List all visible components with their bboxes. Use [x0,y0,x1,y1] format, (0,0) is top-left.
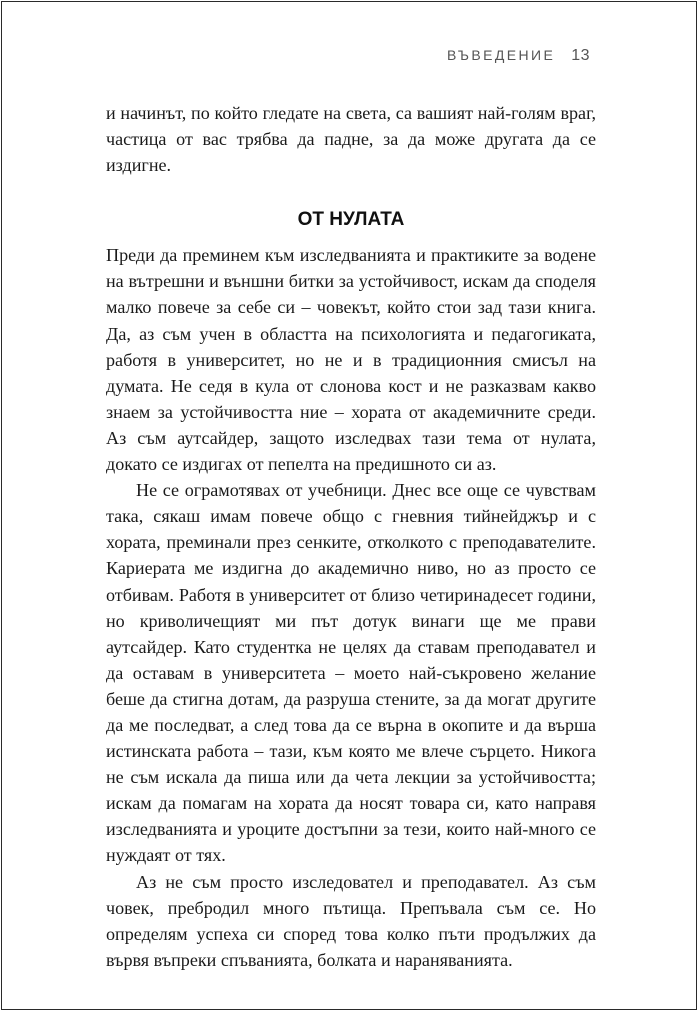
section-heading: ОТ НУЛАТА [297,209,405,231]
page-number: 13 [571,47,590,64]
paragraph: Преди да преминем към изследванията и практиките за водене на вътрешни и външни битки за устойчивост, искам да споделя малко повече за себе си – човекът, който стои зад тази книга. Да, аз съм учен в областта на психологията и педагогиката, работя в университет, но не и в традиционния смисъл на думата. Не седя в кула от слонова кост и не разказвам какво знаем за устойчивостта ние – хората от академичните среди. Аз съм аутсайдер, защото изследвах тази тема от нулата, докато се издигах от пепелта на предишното си аз. [106,245,596,475]
running-head [447,47,590,65]
body-text [106,100,596,973]
paragraph: Не се ограмотявах от учебници. Днес все още се чувствам така, сякаш имам повече общо с гневния тийнейджър и с хората, преминали през сенките, отколкото с преподавателите. Кариерата ме издигна до академично ниво, но аз просто се отбивам. Работя в университет от близо четиринадесет години, но криволичещият ми път дотук винаги ще ме прави аутсайдер. Като студентка не целях да ставам преподавател и да оставам в университета – моето най-съкровено желание беше да стигна дотам, да разруша стените, за да могат другите да ме последват, а след това да се върна в окопите и да върша истинската работа – тази, към която ме влече сърцето. Никога не съм искала да пиша или да чета лекции за устойчивостта; искам да помагам на хората да носят товара си, като направя изследванията и уроците достъпни за тези, които най-много се нуждаят от тях. [106,480,596,866]
running-head-section: ВЪВЕДЕНИЕ [446,47,556,63]
paragraph: Аз не съм просто изследовател и преподавател. Аз съм човек, пребродил много пътища. Препъвала съм се. Но определям успеха си според това колко пъти продължих да вървя въпреки спъванията, болката и нараняванията. [106,871,596,970]
book-page [1,1,697,1010]
opening-paragraph: и начинът, по който гледате на света, са вашият най-голям враг, частица от вас трябва да падне, за да може другата да се издигне. [106,103,596,176]
